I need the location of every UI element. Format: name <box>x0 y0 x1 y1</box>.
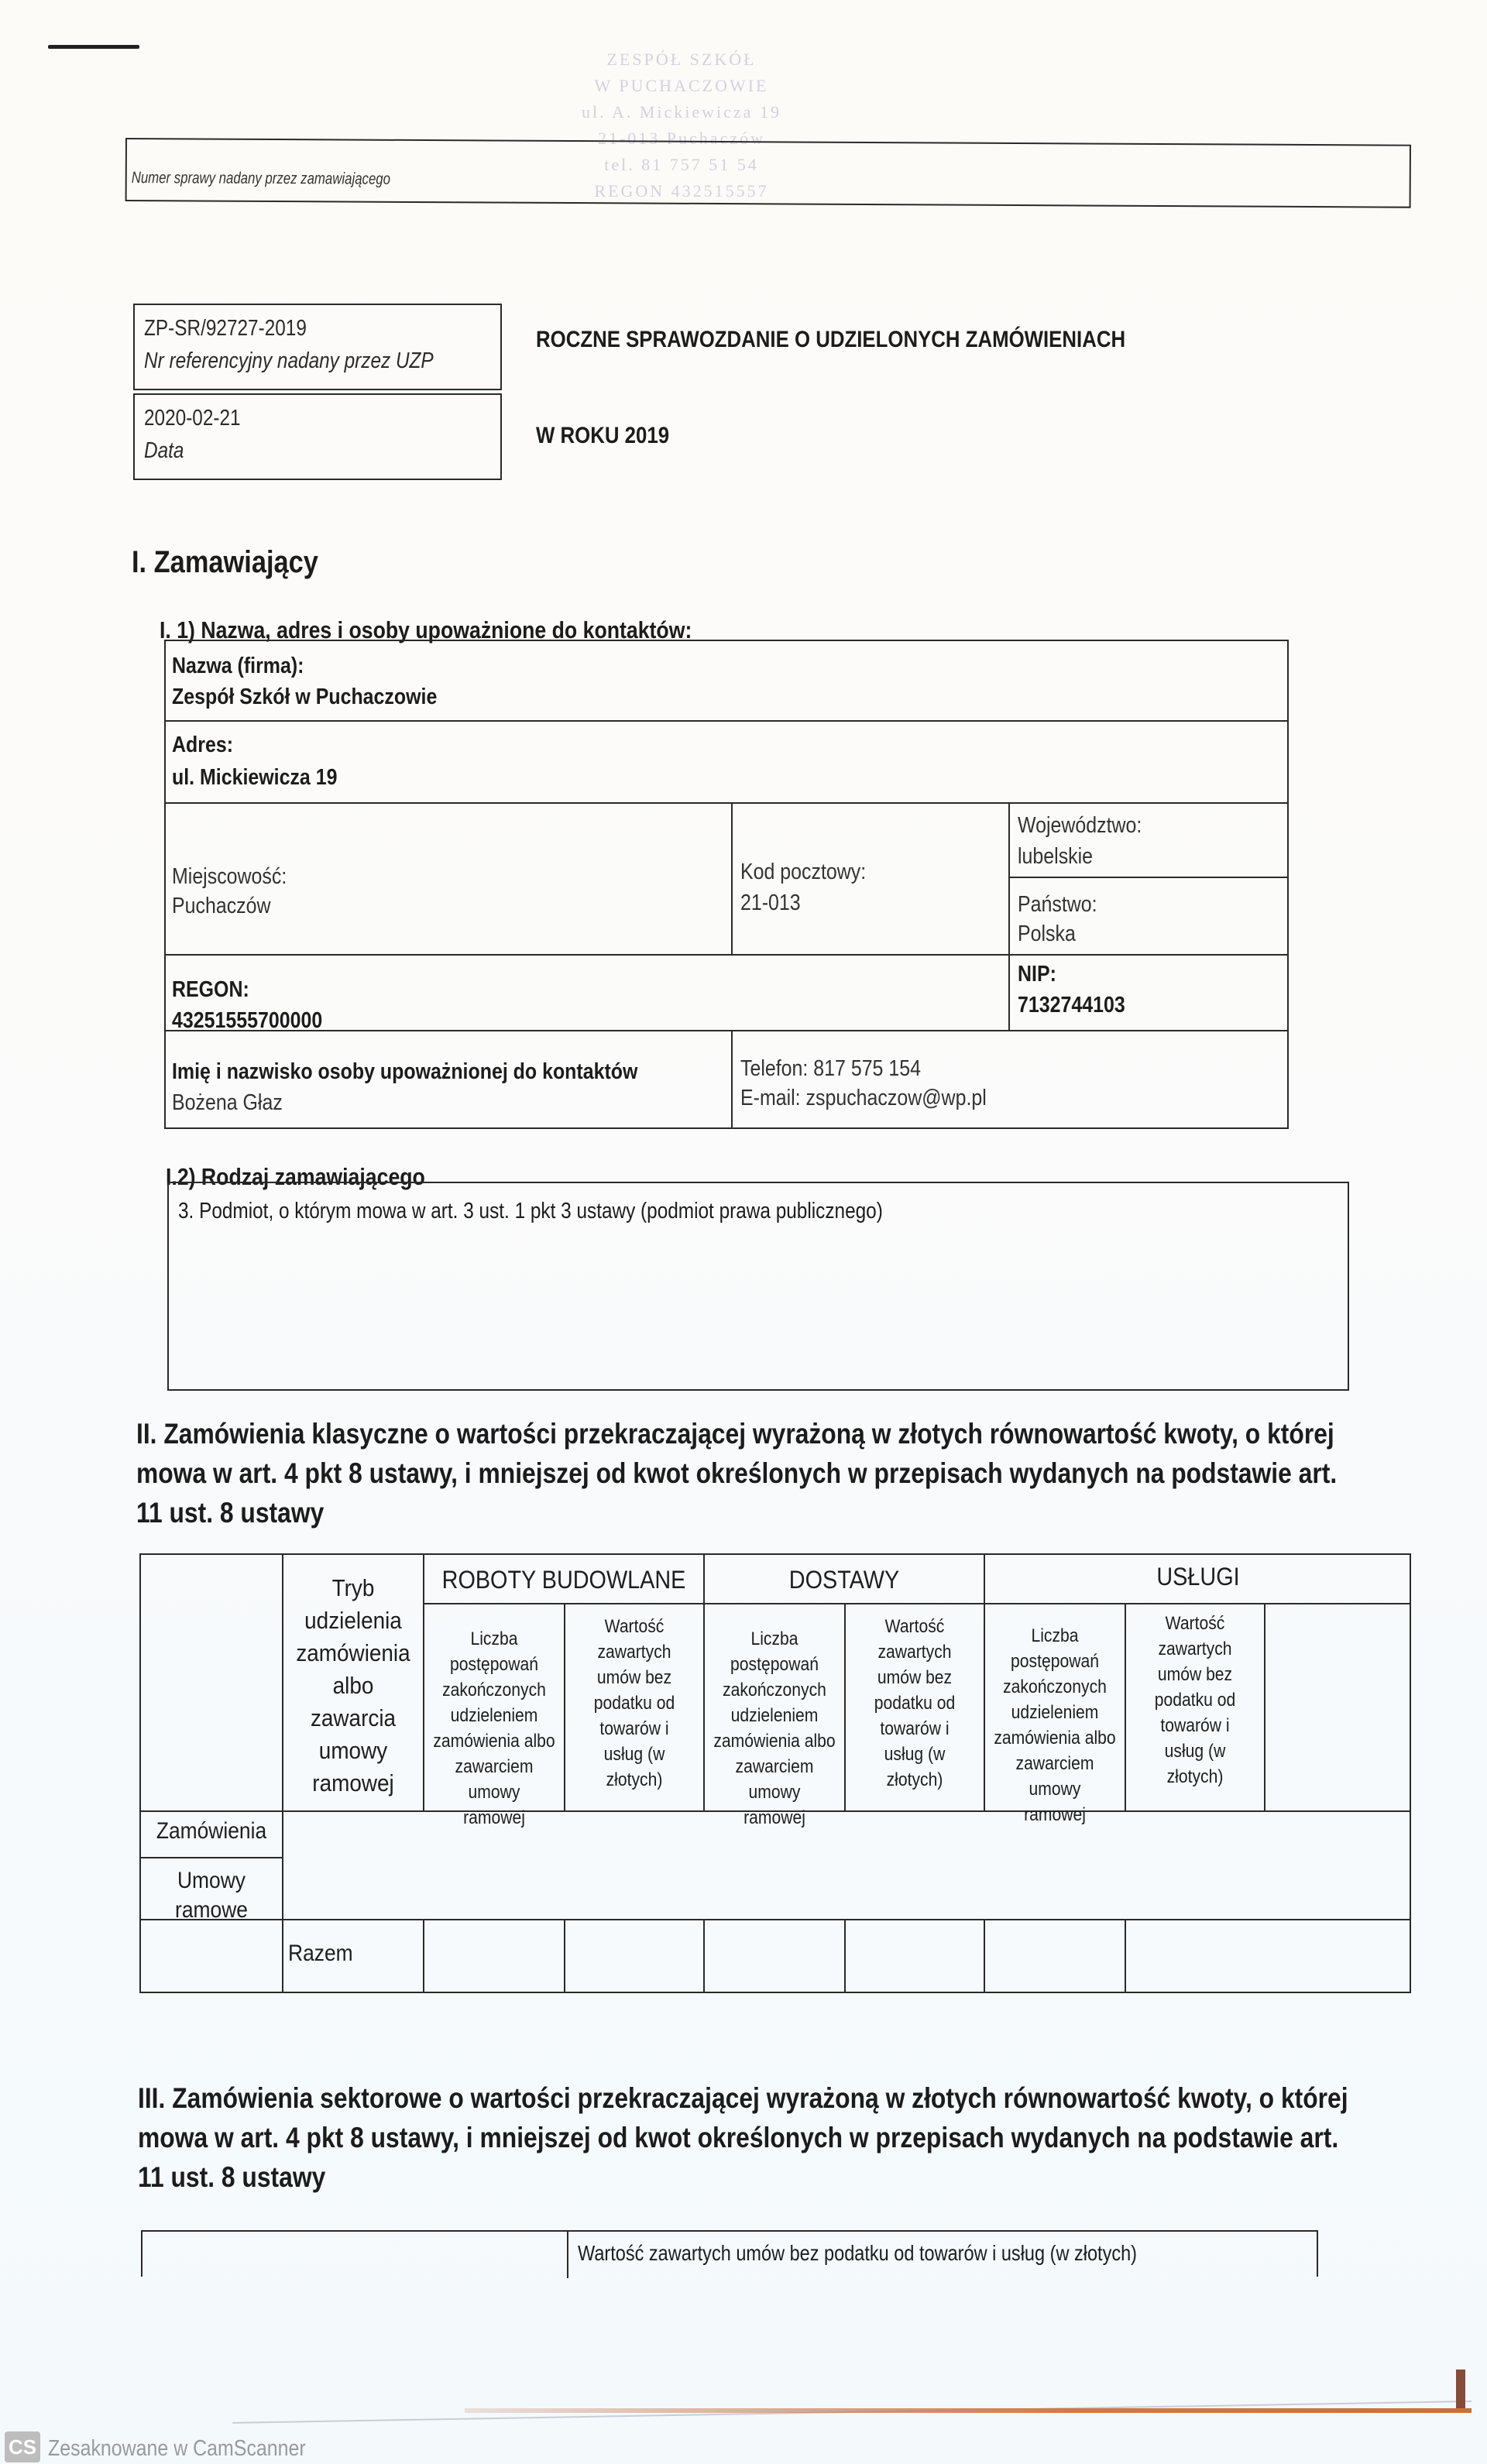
total-cell[interactable] <box>705 1920 843 1992</box>
date-box <box>133 393 502 480</box>
row-divider <box>1008 877 1287 878</box>
col-divider <box>703 1555 705 1810</box>
count-header <box>433 1626 555 1831</box>
header-line: ramowej <box>744 1807 805 1828</box>
count-header <box>994 1623 1116 1827</box>
header-line: zamówienia <box>296 1639 410 1666</box>
camscanner-watermark-text: Zesaknowane w CamScanner <box>48 2436 306 2461</box>
address-value: ul. Mickiewicza 19 <box>172 765 338 790</box>
nip-value: 7132744103 <box>1018 993 1125 1018</box>
col-divider <box>1264 1603 1265 1810</box>
col-divider <box>564 1603 565 1810</box>
voivodeship-label: Województwo: <box>1018 813 1142 838</box>
header-line: zawartych <box>877 1642 952 1663</box>
row-divider <box>166 1030 1287 1031</box>
group-header-supplies: DOSTAWY <box>788 1566 900 1594</box>
report-title: ROCZNE SPRAWOZDANIE O UDZIELONYCH ZAMÓWIENIACH <box>536 327 1126 352</box>
header-line: Liczba postępowań <box>1011 1625 1099 1672</box>
reference-number-box <box>133 304 502 390</box>
header-line: albo <box>332 1672 374 1699</box>
header-line: podatku od <box>1154 1690 1236 1711</box>
header-line: podatku od <box>593 1693 675 1714</box>
header-line: podatku od <box>874 1693 956 1714</box>
authority-type-value: 3. Podmiot, o którym mowa w art. 3 ust. 1 pkt 3 ustawy (podmiot prawa publicznego) <box>178 1199 883 1223</box>
value-header <box>1135 1611 1256 1790</box>
case-number-label: Numer sprawy nadany przez zamawiającego <box>131 169 391 188</box>
col-divider <box>423 1555 424 1810</box>
country-label: Państwo: <box>1018 892 1097 917</box>
name-label: Nazwa (firma): <box>172 654 304 678</box>
section-3-title: III. Zamówienia sektorowe o wartości przekraczającej wyrażoną w złotych równowartość kwoty, o której mowa w art. 4 pkt 8 ustawy, i mniejszej od kwot określonych w przepisach wydanych na podstawie art. 11 ust. 8 ustawy <box>138 2082 1348 2193</box>
col-divider <box>731 802 733 954</box>
header-line: udzielenia <box>304 1607 402 1634</box>
camscanner-logo-icon: CS <box>5 2431 40 2462</box>
contact-person-label: Imię i nazwisko osoby upoważnionej do kontaktów <box>172 1059 638 1084</box>
header-line: Liczba postępowań <box>730 1628 819 1675</box>
sector-value-header: Wartość zawartych umów bez podatku od towarów i usług (w złotych) <box>578 2241 1138 2265</box>
page-corner-mark <box>1456 2370 1465 2408</box>
header-line: Wartość <box>1165 1613 1225 1634</box>
header-line: Wartość <box>604 1616 665 1637</box>
stamp-line: 21-013 Puchaczów <box>597 129 765 148</box>
section-1-title: I. Zamawiający <box>132 545 318 579</box>
header-line: ramowej <box>312 1769 394 1797</box>
col-divider <box>731 1030 733 1127</box>
contracting-authority-table <box>164 640 1289 1129</box>
contact-person-value: Bożena Głaz <box>172 1090 283 1115</box>
col-divider <box>282 1555 283 1992</box>
header-line: ramowej <box>463 1807 525 1828</box>
date-value: 2020-02-21 <box>144 406 241 431</box>
stamp-line: REGON 432515557 <box>594 181 769 201</box>
city-value: Puchaczów <box>172 894 271 918</box>
header-line: złotych) <box>606 1769 663 1790</box>
header-line: złotych) <box>886 1769 943 1790</box>
reference-number-value: ZP-SR/92727-2019 <box>144 316 307 341</box>
total-cell[interactable] <box>846 1920 984 1992</box>
header-line: usług (w <box>603 1744 665 1765</box>
header-line: towarów i <box>1160 1715 1230 1736</box>
col-divider <box>984 1555 985 1810</box>
header-line: usług (w <box>1164 1741 1226 1762</box>
header-line: Liczba postępowań <box>450 1628 538 1675</box>
stamp-line: tel. 81 757 51 54 <box>604 155 759 174</box>
name-value: Zespół Szkół w Puchaczowie <box>172 685 438 709</box>
header-line: zawartych <box>1158 1639 1232 1659</box>
section-1-1-title: I. 1) Nazwa, adres i osoby upoważnione do kontaktów: <box>160 616 692 643</box>
total-cell[interactable] <box>424 1920 562 1992</box>
postal-code-value: 21-013 <box>740 891 801 915</box>
col-divider <box>567 2232 568 2278</box>
header-line: zawarciem umowy <box>455 1756 534 1803</box>
header-line: udzieleniem <box>1011 1702 1099 1723</box>
city-label: Miejscowość: <box>172 864 287 889</box>
header-line: zakończonych <box>442 1680 546 1700</box>
header-line: zawartych <box>597 1642 671 1663</box>
header-line: umów bez <box>596 1667 672 1688</box>
header-line: zakończonych <box>723 1680 826 1700</box>
sector-orders-table <box>141 2230 1318 2277</box>
header-line: usług (w <box>884 1744 946 1765</box>
row-divider <box>141 1857 282 1858</box>
section-2-title: II. Zamówienia klasyczne o wartości przekraczającej wyrażoną w złotych równowartość kwoty, o której mowa w art. 4 pkt 8 ustawy, i mniejszej od kwot określonych w przepisach wydanych na podstawie art. 11 ust. 8 ustawy <box>136 1418 1338 1529</box>
page-edge-mark <box>48 45 139 49</box>
total-cell[interactable] <box>1126 1920 1410 1992</box>
group-header-services: USŁUGI <box>1156 1563 1240 1591</box>
regon-value: 43251555700000 <box>172 1008 323 1033</box>
nip-label: NIP: <box>1018 962 1056 987</box>
section-1-2-title: I.2) Rodzaj zamawiającego <box>166 1163 425 1190</box>
label-line: Umowy <box>177 1868 246 1893</box>
label-line: ramowe <box>175 1897 248 1923</box>
case-number-field[interactable] <box>125 138 1411 208</box>
value-header <box>574 1614 695 1793</box>
total-cell[interactable] <box>565 1920 703 1992</box>
header-line: zakończonych <box>1003 1676 1107 1697</box>
header-line: udzieleniem <box>730 1705 819 1726</box>
header-line: umów bez <box>877 1667 953 1688</box>
header-line: zamówienia albo <box>433 1731 555 1752</box>
header-line: złotych) <box>1166 1766 1224 1787</box>
phone-value: Telefon: 817 575 154 <box>740 1056 921 1081</box>
header-line: zawarcia <box>310 1704 397 1731</box>
header-line: Tryb <box>331 1574 375 1601</box>
col-divider <box>1008 802 1010 1030</box>
row-label-total: Razem <box>288 1941 353 1966</box>
classic-orders-table <box>139 1553 1411 1993</box>
header-line: zawarciem umowy <box>735 1756 814 1803</box>
header-line: zamówienia albo <box>994 1728 1116 1748</box>
header-line: towarów i <box>599 1718 669 1739</box>
stamp-line: ZESPÓŁ SZKÓŁ <box>606 50 757 69</box>
report-year: W ROKU 2019 <box>536 423 670 448</box>
authority-type-box <box>167 1182 1349 1391</box>
count-header <box>713 1626 836 1831</box>
value-header <box>854 1614 976 1793</box>
header-line: zawarciem umowy <box>1015 1753 1094 1800</box>
row-label-orders: Zamówienia <box>156 1818 267 1844</box>
date-caption: Data <box>144 438 184 463</box>
row-divider <box>166 720 1287 722</box>
country-value: Polska <box>1018 921 1076 946</box>
voivodeship-value: lubelskie <box>1018 844 1094 869</box>
col-divider <box>844 1603 846 1810</box>
mode-header <box>290 1572 416 1800</box>
header-line: zamówienia albo <box>713 1731 836 1752</box>
group-header-works: ROBOTY BUDOWLANE <box>441 1566 686 1594</box>
postal-code-label: Kod pocztowy: <box>740 860 867 884</box>
row-label-framework-agreements <box>149 1866 273 1925</box>
total-cell[interactable] <box>985 1920 1123 1992</box>
header-line: ramowej <box>1024 1804 1086 1825</box>
reference-number-caption: Nr referencyjny nadany przez UZP <box>144 348 434 373</box>
page-edge-shadow <box>465 2408 1472 2413</box>
col-divider <box>1125 1603 1126 1810</box>
header-line: Wartość <box>884 1616 945 1637</box>
header-line: towarów i <box>880 1718 950 1739</box>
email-value[interactable]: E-mail: zspuchaczow@wp.pl <box>740 1086 987 1110</box>
header-line: umów bez <box>1157 1664 1233 1685</box>
stamp-line: W PUCHACZOWIE <box>594 76 769 95</box>
row-divider <box>423 1603 1410 1604</box>
address-label: Adres: <box>172 733 233 757</box>
row-divider <box>166 954 1287 956</box>
header-line: umowy <box>318 1737 388 1764</box>
regon-label: REGON: <box>172 977 249 1002</box>
stamp-line: ul. A. Mickiewicza 19 <box>582 102 781 122</box>
row-divider <box>166 802 1287 804</box>
header-line: udzieleniem <box>450 1705 538 1726</box>
